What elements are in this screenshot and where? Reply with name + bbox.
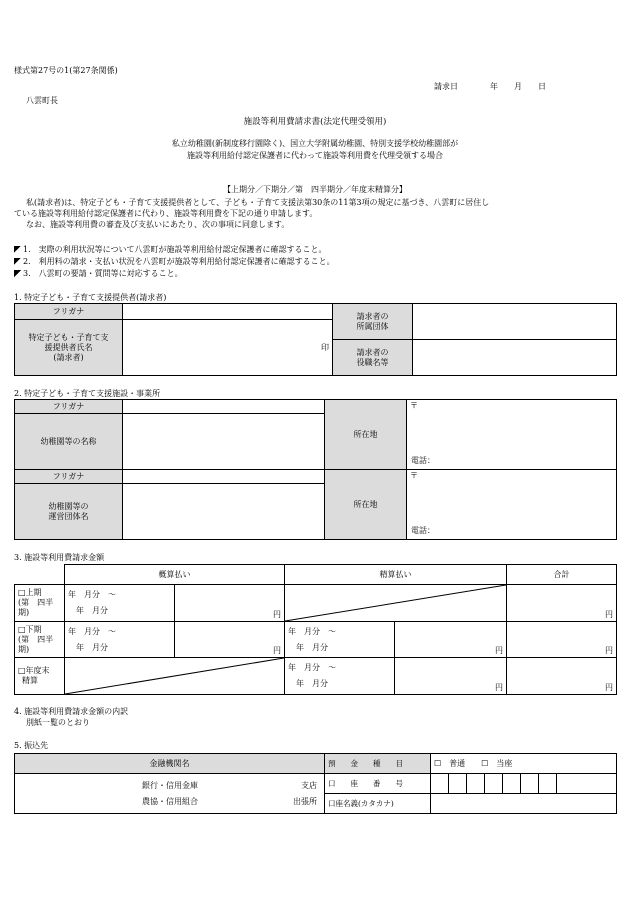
operator-location-label: 所在地 xyxy=(325,470,407,540)
year-end-estimate-blank xyxy=(65,658,285,695)
account-digit[interactable] xyxy=(539,774,557,794)
org-input[interactable] xyxy=(413,304,617,340)
second-estimate-amount[interactable]: 円 xyxy=(175,622,285,658)
year-end-total-amount[interactable]: 円 xyxy=(507,658,617,695)
operator-location-input[interactable] xyxy=(407,470,617,540)
intro-line-2: ている施設等利用給付認定保護者に代わり、施設等利用費を下記の通り申請します。 xyxy=(14,209,318,218)
account-digit[interactable] xyxy=(521,774,539,794)
total-header: 合計 xyxy=(507,565,617,585)
amount-table xyxy=(14,564,617,695)
first-total-amount[interactable]: 円 xyxy=(507,585,617,622)
deposit-type-label: 預 金 種 目 xyxy=(325,754,431,774)
operator-name-label: 幼稚園等の 運営団体名 xyxy=(15,484,123,540)
year-end-label[interactable]: □年度末 精算 xyxy=(15,658,65,695)
first-estimate-amount[interactable]: 円 xyxy=(175,585,285,622)
checkmark-icon xyxy=(14,246,21,253)
section1-heading: 1. 特定子ども・子育て支援提供者(請求者) xyxy=(14,293,167,302)
agreement-3: 3. 八雲町の要請・質問等に対応すること。 xyxy=(14,269,183,279)
form-subtitle-2: 施設等利用給付認定保護者に代わって施設等利用費を代理受領する場合 xyxy=(187,151,443,160)
postal-mark: 〒 xyxy=(410,471,418,480)
facility-phone: 電話： xyxy=(411,456,435,465)
agreement-1: 1. 実際の利用状況等について八雲町が施設等利用給付認定保護者に確認すること。 xyxy=(14,245,326,255)
furigana-input[interactable] xyxy=(123,304,333,320)
form-title: 施設等利用費請求書(法定代理受領用) xyxy=(243,117,387,127)
first-settle-blank xyxy=(285,585,507,622)
account-holder-input[interactable] xyxy=(431,794,617,814)
account-number-label: 口 座 番 号 xyxy=(325,774,431,794)
request-date: 請求日 年 月 日 xyxy=(434,82,546,91)
second-half-label[interactable]: □下期 (第 四半 期) xyxy=(15,622,65,658)
year-end-settle-period[interactable]: 年 月分 ～ 年 月分 xyxy=(285,658,395,695)
facility-location-label: 所在地 xyxy=(325,400,407,470)
estimate-header: 概算払い xyxy=(65,565,285,585)
account-digit[interactable] xyxy=(431,774,449,794)
postal-mark: 〒 xyxy=(410,401,418,410)
post-label: 請求者の 役職名等 xyxy=(333,340,413,376)
operator-name-input[interactable] xyxy=(123,484,325,540)
facility-furigana-label: フリガナ xyxy=(15,400,123,414)
org-label: 請求者の 所属団体 xyxy=(333,304,413,340)
provider-name-label: 特定子ども・子育て支 援提供者氏名 (請求者) xyxy=(15,320,123,376)
account-digit[interactable] xyxy=(449,774,467,794)
checkmark-icon xyxy=(14,258,21,265)
kindergarten-name-input[interactable] xyxy=(123,414,325,470)
second-settle-period[interactable]: 年 月分 ～ 年 月分 xyxy=(285,622,395,658)
section2-heading: 2. 特定子ども・子育て支援施設・事業所 xyxy=(14,389,161,398)
operator-furigana-input[interactable] xyxy=(123,470,325,484)
first-estimate-period[interactable]: 年 月分 ～ 年 月分 xyxy=(65,585,175,622)
post-input[interactable] xyxy=(413,340,617,376)
agreement-2: 2. 利用料の請求・支払い状況を八雲町が施設等利用給付認定保護者に確認すること。 xyxy=(14,257,335,267)
settle-header: 精算払い xyxy=(285,565,507,585)
provider-table xyxy=(14,303,617,376)
year-end-settle-amount[interactable]: 円 xyxy=(395,658,507,695)
second-settle-amount[interactable]: 円 xyxy=(395,622,507,658)
second-total-amount[interactable]: 円 xyxy=(507,622,617,658)
first-half-label[interactable]: □上期 (第 四半 期) xyxy=(15,585,65,622)
institution-input[interactable]: 銀行・信用金庫 支店 農協・信用組合 出張所 xyxy=(15,774,325,814)
form-number: 様式第27号の1(第27条関係) xyxy=(14,66,118,75)
operator-phone: 電話： xyxy=(411,526,435,535)
operator-furigana-label: フリガナ xyxy=(15,470,123,484)
seal-mark: 印 xyxy=(321,342,329,352)
deposit-type-options[interactable] xyxy=(431,754,617,774)
intro-line-1: 私(請求者)は、特定子ども・子育て支援提供者として、子ども・子育て支援法第30条の11第3項の規定に基づき、八雲町に居住し xyxy=(26,198,490,207)
strike-line xyxy=(65,658,284,694)
kindergarten-name-label: 幼稚園等の名称 xyxy=(15,414,123,470)
institution-label: 金融機関名 xyxy=(15,754,325,774)
account-digit[interactable] xyxy=(467,774,485,794)
section4-heading: 4. 施設等利用費請求金額の内訳 xyxy=(14,707,129,716)
corner-cell xyxy=(15,565,65,585)
facility-furigana-input[interactable] xyxy=(123,400,325,414)
furigana-label: フリガナ xyxy=(15,304,123,320)
provider-name-input[interactable] xyxy=(123,320,333,376)
account-digit[interactable] xyxy=(503,774,521,794)
account-holder-label: 口座名義(カタカナ) xyxy=(325,794,431,814)
checkmark-icon xyxy=(14,270,21,277)
facility-location-input[interactable] xyxy=(407,400,617,470)
form-subtitle-1: 私立幼稚園(新制度移行園除く)、国立大学附属幼稚園、特別支援学校幼稚園部が xyxy=(171,139,459,148)
current-option[interactable]: ☐ 当座 xyxy=(481,758,513,768)
strike-line xyxy=(285,585,506,621)
ordinary-option[interactable]: ☐ 普通 xyxy=(434,758,466,768)
facility-table xyxy=(14,399,617,540)
addressee: 八雲町長 xyxy=(26,96,58,105)
account-digit[interactable] xyxy=(485,774,503,794)
section3-heading: 3. 施設等利用費請求金額 xyxy=(14,553,105,562)
account-number-rest xyxy=(557,774,617,794)
intro-paragraph xyxy=(14,197,614,230)
section5-heading: 5. 振込先 xyxy=(14,741,49,750)
bank-table xyxy=(14,753,617,814)
second-estimate-period[interactable]: 年 月分 ～ 年 月分 xyxy=(65,622,175,658)
section4-body: 別紙一覧のとおり xyxy=(26,718,90,727)
period-selection: 【上期分／下期分／第 四半期分／年度末精算分】 xyxy=(223,185,407,194)
intro-line-3: なお、施設等利用費の審査及び支払いにあたり、次の事項に同意します。 xyxy=(26,220,290,229)
